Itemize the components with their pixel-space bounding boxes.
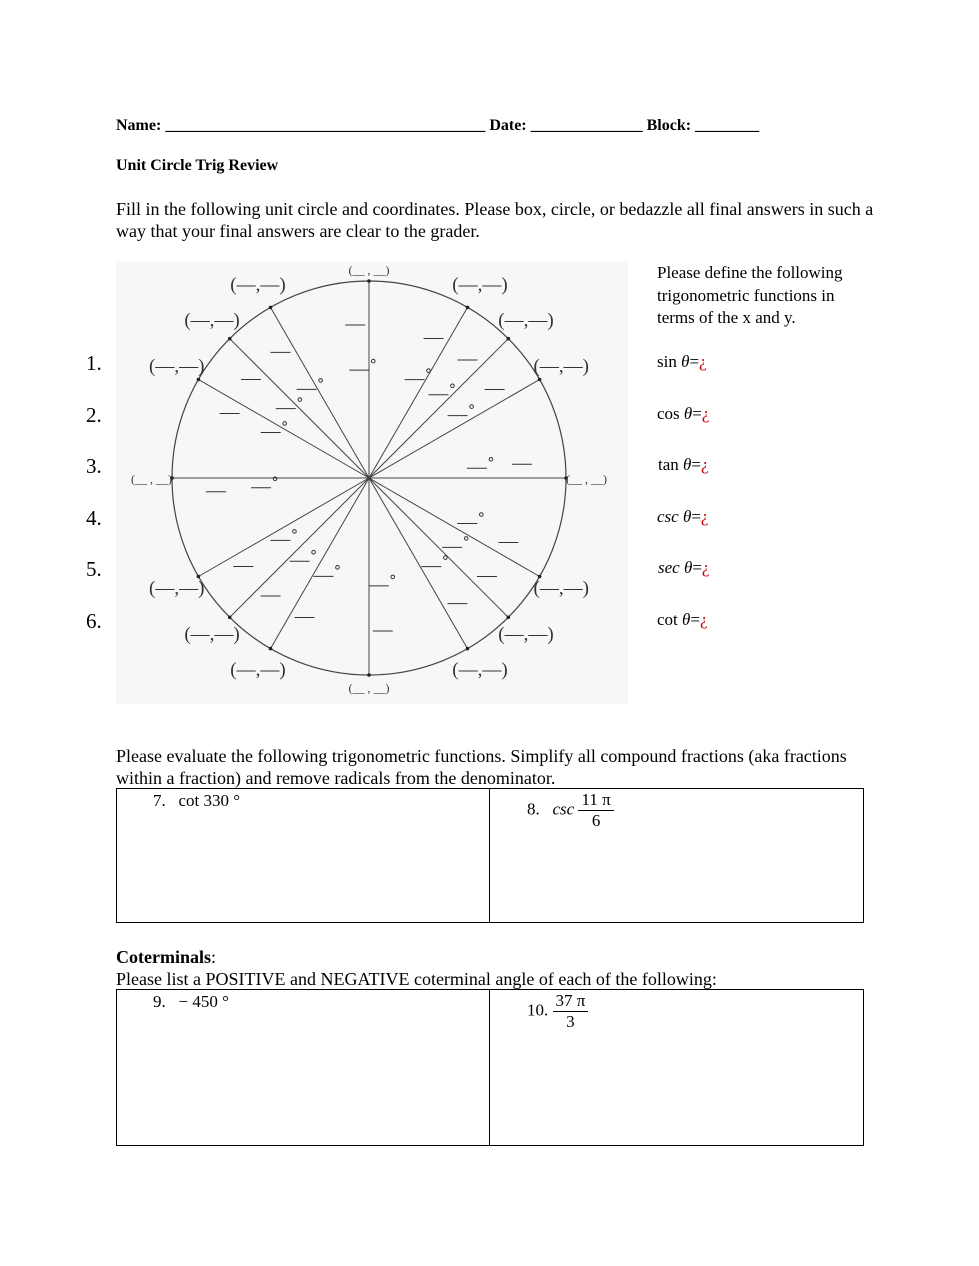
define-prompt: Please define the following trigonometric functions in terms of the x and y. [657,263,843,327]
coordinate-label-150: (—,—) [149,356,205,377]
coordinate-label-120: (—,—) [230,274,286,296]
point-135 [228,337,232,341]
coterminals-heading: Coterminals: [116,947,216,967]
block-field[interactable]: ________ [695,117,760,134]
coterminals-table [116,989,864,1146]
cell-divider [489,789,490,922]
coordinate-label-240: (—,—) [230,659,286,681]
name-field[interactable]: ________________________________________ [165,117,486,134]
coordinate-label-0: (__ , __) [566,472,607,486]
point-270 [367,673,371,677]
problem-8-fraction: $\frac{11 \pi}{6}$ [578,790,613,831]
point-315 [507,616,511,620]
list-number: 5. [86,557,102,581]
csc-definition[interactable]: csc θ=¿ [657,507,709,526]
coordinate-label-225: (—,—) [184,623,240,645]
cos-definition[interactable]: cos θ=¿ [657,404,710,423]
sin-definition[interactable]: sin θ=¿ [657,352,707,371]
list-number: 1. [86,351,102,375]
coordinate-label-210: (—,—) [149,578,205,599]
problem-7[interactable]: 7. cot 330 ° [153,791,241,810]
problem-10-fraction: $\frac{37 \pi}{3}$ [553,991,589,1032]
tan-definition[interactable]: tan θ=¿ [658,455,709,474]
cot-definition[interactable]: cot θ=¿ [657,610,708,629]
name-label: Name: [116,117,162,134]
coordinate-label-315: (—,—) [498,623,554,645]
list-number: 3. [86,454,102,478]
coordinate-label-30: (—,—) [533,356,589,377]
point-45 [507,337,511,341]
point-225 [228,616,232,620]
problem-9[interactable]: 9. − 450 ° [153,992,229,1011]
instructions: Fill in the following unit circle and coordinates. Please box, circle, or bedazzle all final answers in such a way that your final answers are clear to the grader. [116,199,874,241]
header-line [116,117,759,135]
coordinate-label-270: (__ , __) [348,681,390,695]
page-title: Unit Circle Trig Review [116,157,279,174]
coordinate-label-90: (__ , __) [348,263,390,277]
evaluate-prompt: Please evaluate the following trigonometric functions. Simplify all compound fractions (aka fractions within a fraction) and remove radicals from the denominator. [116,746,847,788]
coordinate-label-60: (—,—) [452,274,508,296]
list-number: 4. [86,506,102,530]
point-150 [197,378,201,382]
list-number: 6. [86,609,102,633]
coordinate-label-135: (—,—) [184,310,240,332]
unit-circle-diagram [116,262,628,704]
point-30 [538,378,542,382]
coordinate-label-45: (—,—) [498,310,554,332]
point-120 [269,306,273,310]
coordinate-label-300: (—,—) [452,659,508,681]
problem-10[interactable]: 10. $\frac{37 \pi}{3}$ [527,991,588,1032]
date-field[interactable]: ______________ [530,117,643,134]
point-60 [466,306,470,310]
angle-spokes [172,281,566,675]
coterminals-prompt: Please list a POSITIVE and NEGATIVE coterminal angle of each of the following: [116,969,717,989]
problem-8[interactable]: 8. csc $\frac{11 \pi}{6}$ [527,790,614,831]
point-240 [269,647,273,651]
evaluate-table [116,788,864,923]
point-300 [466,647,470,651]
coordinate-label-180: (__ , __) [131,472,172,486]
block-label: Block: [646,117,692,134]
date-label: Date: [489,117,527,134]
list-number: 2. [86,403,102,427]
point-90 [367,279,371,283]
cell-divider [489,990,490,1145]
sec-definition[interactable]: sec θ=¿ [658,558,710,577]
coordinate-label-330: (—,—) [533,578,589,599]
